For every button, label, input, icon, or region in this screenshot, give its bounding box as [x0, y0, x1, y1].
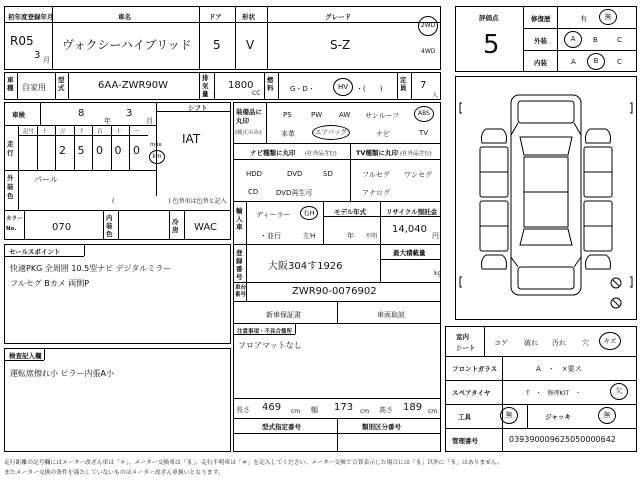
- interior-a: A: [571, 58, 576, 66]
- drive-4wd: 4WD: [421, 48, 436, 55]
- car-name-label: 車名: [118, 13, 131, 21]
- chassis-label: 車台 番号: [235, 285, 247, 298]
- model-year-unknown: 不明: [365, 233, 378, 240]
- inspection-year: 8: [78, 108, 85, 119]
- width-unit: cm: [360, 408, 370, 415]
- car-diagram-box: [455, 76, 637, 320]
- grade: S-Z: [330, 38, 351, 52]
- height-label: 高さ: [379, 406, 393, 414]
- notes-line-1: フロアマットなし: [238, 341, 302, 350]
- recycle-value: 14,040: [392, 224, 427, 235]
- footer-line-1: 走行距離の記号欄にはメーター改ざん車は「＊」、メーター交換車は「＄」、走行不明車は「＃」を記入してください。メーター交換で合算表示した場合には「＄」以外に「＄」はありません。: [4, 460, 503, 466]
- interior-color-label: 内 装 色: [106, 214, 113, 238]
- mileage-digit: 2: [59, 144, 66, 157]
- width-label: 幅: [311, 406, 318, 414]
- seat-ana: 穴: [582, 339, 589, 347]
- tools-label: 工具: [458, 413, 471, 421]
- rating-label: 評価点: [479, 14, 499, 22]
- doc-manual: 車両取説: [377, 311, 405, 319]
- width-value: 173: [334, 402, 354, 413]
- sales-line-2: フルセグ Bカメ 両側P: [10, 279, 90, 288]
- cc-unit: CC: [252, 90, 261, 97]
- shape: V: [246, 38, 255, 52]
- equip-sunroof: サンルーフ: [365, 112, 400, 120]
- repair-label: 修復歴: [531, 15, 551, 23]
- tv-analog: アナログ: [362, 189, 390, 197]
- car-name: ヴォクシーハイブリッド: [62, 38, 192, 52]
- inspector-line-1: 運転席擦れ小 ピラー内張A小: [10, 369, 115, 378]
- vehicle-type-label: 車 種: [7, 76, 14, 92]
- sales-line-1: 快適PKG 全周囲 10.5型ナビ デジタルミラー: [10, 264, 172, 273]
- shift-value: IAT: [182, 132, 201, 146]
- first-reg-month: 3: [34, 50, 41, 61]
- equipment-label: 装備品に 丸印: [236, 108, 262, 125]
- seat-kizu: キズ: [599, 332, 621, 350]
- tv-fullseg: フルセグ: [362, 171, 390, 179]
- jack-label: ジャッキ: [545, 413, 571, 421]
- registration-label: 登 録 番 号: [236, 249, 243, 281]
- fuel-options: G・D・: [290, 85, 315, 93]
- spare-options: T ・ 修理KIT ・: [526, 390, 582, 397]
- tv-label: TV種類に丸印: [356, 149, 398, 157]
- exterior-b: B: [593, 36, 598, 44]
- km-unit: km: [149, 150, 165, 164]
- sales-points-label: セールスポイント: [9, 248, 61, 256]
- inspector-box: [4, 348, 231, 452]
- jack-none: 無: [598, 407, 616, 424]
- first-reg-year: R05: [10, 34, 34, 48]
- mileage-digit-header: 百: [97, 129, 103, 135]
- inspection-month-unit: 月: [146, 117, 153, 125]
- equip-ps: PS: [283, 111, 292, 119]
- person-unit: 人: [432, 92, 439, 99]
- displacement: 1800: [228, 80, 254, 91]
- color-label: 外 装 色: [7, 174, 14, 200]
- mileage-digit: 0: [133, 144, 140, 157]
- mileage-digit-header: 万: [60, 129, 66, 135]
- mileage-digit-header: 記号: [23, 129, 35, 135]
- height-value: 189: [403, 402, 423, 413]
- length-value: 469: [262, 402, 282, 413]
- navi-hdd: HDD: [246, 170, 263, 178]
- length-label: 長さ: [236, 406, 250, 414]
- color-no: 070: [52, 222, 72, 233]
- equip-abs: ABS: [414, 106, 434, 122]
- exterior-c: C: [617, 36, 622, 44]
- mileage-label: 走 行: [7, 140, 14, 157]
- glass-options: A ・ ×要ス: [536, 365, 582, 373]
- mileage-digit: 5: [77, 144, 85, 157]
- recycle-label: リサイクル預託金: [386, 208, 438, 216]
- chassis-value: ZWR90-0076902: [292, 286, 377, 297]
- color-note: ( ) 色替車は色替と記入: [112, 198, 227, 205]
- import-left: 左H: [303, 232, 316, 240]
- mileage-digit-header: 十: [41, 129, 48, 135]
- mileage-digit-header: 十: [115, 129, 122, 135]
- glass-label: フロントガラス: [452, 365, 498, 373]
- inspector-label: 検査記入欄: [9, 352, 42, 360]
- displacement-label: 排 気 量: [202, 74, 209, 98]
- aircon-value: WAC: [194, 222, 217, 233]
- model: 6AA-ZWR90W: [98, 80, 169, 91]
- doors: 5: [213, 38, 221, 52]
- import-label: 輸 入 車: [236, 207, 243, 231]
- shape-label: 形状: [242, 13, 255, 21]
- recycle-unit: 円: [432, 232, 439, 240]
- capacity-label: 定 員: [400, 76, 407, 92]
- interior-b: B: [587, 53, 605, 70]
- mileage-digit-header: 一: [134, 129, 140, 135]
- aircon-label: 冷 房: [172, 218, 179, 234]
- first-reg-label: 初年度登録年月: [8, 13, 54, 21]
- equip-aw: AW: [339, 111, 351, 119]
- type-label: 型式指定番号: [262, 423, 301, 431]
- navi-label: ナビ種類に丸印: [250, 149, 296, 157]
- length-unit: cm: [291, 408, 301, 415]
- exterior-label: 外装: [534, 37, 547, 45]
- model-year-label: モデル年式: [334, 208, 367, 216]
- max-load-unit: kg: [434, 270, 442, 277]
- equip-navi: ナビ: [376, 130, 390, 138]
- fuel-tail: ・( ): [356, 85, 383, 93]
- seat-label: 室内 シート: [456, 333, 476, 352]
- inspection-year-unit: 年: [104, 117, 111, 125]
- spare-missing: 欠: [610, 383, 628, 400]
- equip-leather: 本革: [281, 130, 295, 138]
- grade-label: グレード: [325, 13, 351, 21]
- navi-sub: (社外品含む): [305, 151, 337, 157]
- class-label: 類別区分番号: [362, 423, 401, 431]
- shift-label: シフト: [188, 104, 208, 112]
- equipment-sub: (純正のみ): [235, 130, 262, 136]
- rating-value: 5: [483, 30, 500, 60]
- seat-koge: コゲ: [494, 339, 508, 347]
- import-dealer: ディーラー: [256, 211, 291, 219]
- equip-pw: PW: [311, 111, 323, 119]
- equip-tv: TV: [419, 129, 429, 137]
- interior-label: 内装: [534, 59, 547, 67]
- inspection-month: 3: [126, 108, 133, 119]
- height-unit: cm: [428, 408, 438, 415]
- color-value: パール: [34, 175, 58, 184]
- management-label: 管理番号: [452, 437, 478, 445]
- exterior-a: A: [564, 31, 582, 48]
- inspection-label: 車検: [12, 111, 25, 119]
- capacity: 7: [420, 80, 427, 91]
- first-reg-month-unit: 月: [43, 56, 50, 64]
- color-no-label: カラー No.: [6, 216, 23, 232]
- doc-warranty: 新車保証書: [266, 311, 301, 319]
- max-load-label: 最大積載量: [393, 249, 426, 257]
- tools-none: 無: [500, 407, 518, 424]
- import-right: 右H: [300, 206, 318, 220]
- import-parallel: ・並行: [260, 232, 281, 240]
- notes-label: 注意事項・不具合箇所: [237, 329, 293, 335]
- usage: 自家用: [22, 83, 46, 92]
- fuel-selected: HV: [333, 78, 353, 96]
- mileage-digit-header: 千: [78, 129, 85, 135]
- model-year-unit: 年: [347, 232, 354, 240]
- equip-airbag: エアバッグ: [312, 125, 350, 140]
- registration-value: 大阪304す1926: [268, 261, 343, 272]
- mile-unit: mile: [150, 142, 162, 148]
- tv-sub: (社外品含む): [400, 151, 432, 157]
- navi-dvd-play: DVD再生可: [276, 189, 313, 197]
- navi-sd: SD: [323, 170, 333, 178]
- repair-no: 無: [599, 9, 617, 25]
- fuel-label: 燃 料: [267, 76, 274, 92]
- mileage-digit: 0: [96, 144, 103, 157]
- interior-c: C: [617, 58, 622, 66]
- car-diagram: [456, 77, 636, 319]
- footer-line-2: またメーター交換の条件を満たしていないものはメーター改ざん車扱いとなります。: [4, 470, 224, 476]
- door-label: ドア: [209, 13, 222, 21]
- seat-yabure: 破れ: [524, 339, 538, 347]
- car-top-view: [511, 95, 581, 295]
- mileage-digit: 0: [114, 144, 122, 157]
- drive-2wd: 2WD: [418, 16, 438, 36]
- tv-oneseg: ワンセグ: [404, 171, 432, 179]
- repair-yes: 有: [580, 15, 587, 23]
- sales-points-box: [4, 244, 231, 344]
- model-label: 型 式: [58, 76, 65, 92]
- navi-cd: CD: [248, 188, 259, 196]
- navi-dvd: DVD: [287, 170, 303, 178]
- spare-label: スペアタイヤ: [452, 389, 491, 397]
- seat-yogore: 汚れ: [552, 339, 566, 347]
- management-value: 039390009625050000642: [509, 435, 616, 444]
